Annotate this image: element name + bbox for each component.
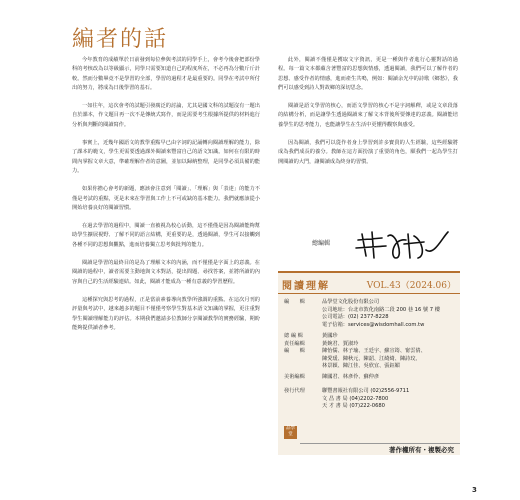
paragraph: 此外，閱讀不僅僅是獲取文字資訊，更是一種與作者進行心靈對話的過程。每一篇文本都蘊含著豐富的思想與情感，透過閱讀，我們可以了解作者的思想、感受作者的情感，進而產生共鳴，例如：閱讀余光中的詩歌《鄉愁》，我們可以感受到詩人對故鄉的深切思念。 xyxy=(278,57,458,91)
magazine-title: 閱讀理解 xyxy=(282,281,330,292)
publication-info-box xyxy=(278,271,460,455)
paragraph: 在過去學習的過程中，閱讀一直被視為校心活動，這不僅僅是因為閱讀能夠幫助學生擴展視野、了解不同的語言結構，更重要的是，透過閱讀，學生可以接觸到各種不同的思想與觀點，進而培養獨立思考與批判的能力。 xyxy=(72,223,260,248)
editorial-right-column xyxy=(278,56,458,246)
credit-role: 責任編輯 xyxy=(284,340,305,347)
credit-value: 陳怡儒、林子瑜、王廷宇、蘇宣筠、甯雲倩、 xyxy=(322,348,426,354)
editorial-left-column xyxy=(72,56,260,476)
credit-value: 陳愛瑗、陳秋元、陳韶、江綺綺、陳詩玟、 xyxy=(322,355,421,362)
credit-role: 編 輯 xyxy=(284,348,305,354)
credit-value: 黃國珍 xyxy=(322,333,338,339)
credit-value: 聯豐書報社有限公司 (02)2556-9711 xyxy=(322,388,410,394)
handwritten-signature xyxy=(352,228,452,262)
page-title: 編者的話 xyxy=(72,27,169,52)
credit-value: 林景穎、陳江佳、吳欣宜、張鈺媚 xyxy=(322,363,400,369)
copyright-divider xyxy=(300,443,460,444)
publisher-logo: 品學堂 xyxy=(286,426,295,437)
paragraph: 因為閱讀，我們可以從作者身上學習到許多寶貴的人生經驗，這些經驗將成為我們成長的養分。教師在這方面扮演了重要的角色，願我們一起為學生打開閱讀的大門，讓閱讀成為終身的習慣。 xyxy=(278,140,458,165)
paragraph: 閱讀是學習的最終目的是為了理解文本的內涵，而不僅僅是字面上的意義。在閱讀的過程中，讀者需要主動地與文本對話，提出問題、尋找答案，並將所讀的內容與自己的生活經驗連結。如此，閱讀才能成為一種有意義的學習歷程。 xyxy=(72,260,260,285)
credit-value: 文 昌 書 局 (04)2202-7800 xyxy=(322,395,389,402)
paragraph: 今年教育的成績單於日前發到每位參與考試的同學手上，會考今後會把部份學科的考核改為以等級顯示，同學只需要知道自己的程度所在，不必再為分數斤斤計較。然而分數畢竟不是學習的全部，學習的過程才是最重要的。同學在考試中所付出的努力，將成為日後學習的基石。 xyxy=(72,57,260,91)
credit-value: 電子信箱：services@wisdomhall.com.tw xyxy=(322,321,425,328)
paragraph: 如果你擔心會考的新題，應該會注意到「閱讀」、「理解」與「表達」的能力不僅是考試的重點，更是未來在學習與工作上不可或缺的基本能力。我們就應該從小開始培養良好的閱讀習慣。 xyxy=(72,186,260,211)
credit-role: 發行代理 xyxy=(284,388,305,394)
credit-value: 天 才 書 局 (07)222-0680 xyxy=(322,403,385,409)
credit-value: 黃婉君、賈淑玲 xyxy=(322,340,359,347)
volume-label: VOL.43（2024.06） xyxy=(366,281,456,291)
paragraph: 一如往年，這次會考的試題引發廣泛的討論，尤其是國文科的試題沒有一題出自於課本，作文題目再一次不是傳統式寫作，而是需要考生根據所提供的材料進行分析與判斷的閱讀寫作。 xyxy=(72,103,260,128)
signoff-label: 總編輯 xyxy=(312,240,331,247)
info-header xyxy=(278,271,460,294)
paragraph: 事實上，近幾年國語文的教學重點早已由字詞的記誦轉向閱讀理解的能力，除了課本的範文，學生更需要透過課外閱讀來豐富自己的語文知識。如何在有限的時間內掌握文章大意，準確理解作者的意圖，並加以歸納整理，是同學必須具備的能力。 xyxy=(72,140,260,174)
credit-value: 公司地址：台北市敦化南路二段 200 巷 16 號 7 樓 xyxy=(322,306,440,313)
credit-value: 品學堂文化股份有限公司 xyxy=(322,299,380,305)
credit-value: 陳國君、林彥伶、蘇仲彥 xyxy=(322,374,380,380)
credit-role: 美術編輯 xyxy=(284,374,305,380)
credit-value: 公司電話：(02) 2377-8228 xyxy=(322,314,389,320)
copyright-notice: 著作權所有・複製必究 xyxy=(389,446,454,454)
page-number: 3 xyxy=(472,486,477,494)
paragraph: 這種探究與思考的過程，正是當前素養導向教學所強調的重點。在這次月刊的評量與考試中，越來越多的題目不僅僅考察學生對基本語文知識的掌握，更注重對學生閱讀理解能力的評估。本期我們邀請多位教師分享閱讀教學的實務經驗，期盼能夠提供讀者參考。 xyxy=(72,296,260,331)
credit-role: 編 輯 xyxy=(284,299,305,305)
credit-role: 總 編 輯 xyxy=(284,333,303,339)
paragraph: 閱讀是語文學習的核心，而語文學習的核心不是字詞解釋，或是文章段落的結構分析，而是讓學生透過閱讀來了解文本背後所要傳達的意義。閱讀能培養學生的思考能力，也能讓學生在生活中更懂得觀察與感受。 xyxy=(278,103,458,128)
